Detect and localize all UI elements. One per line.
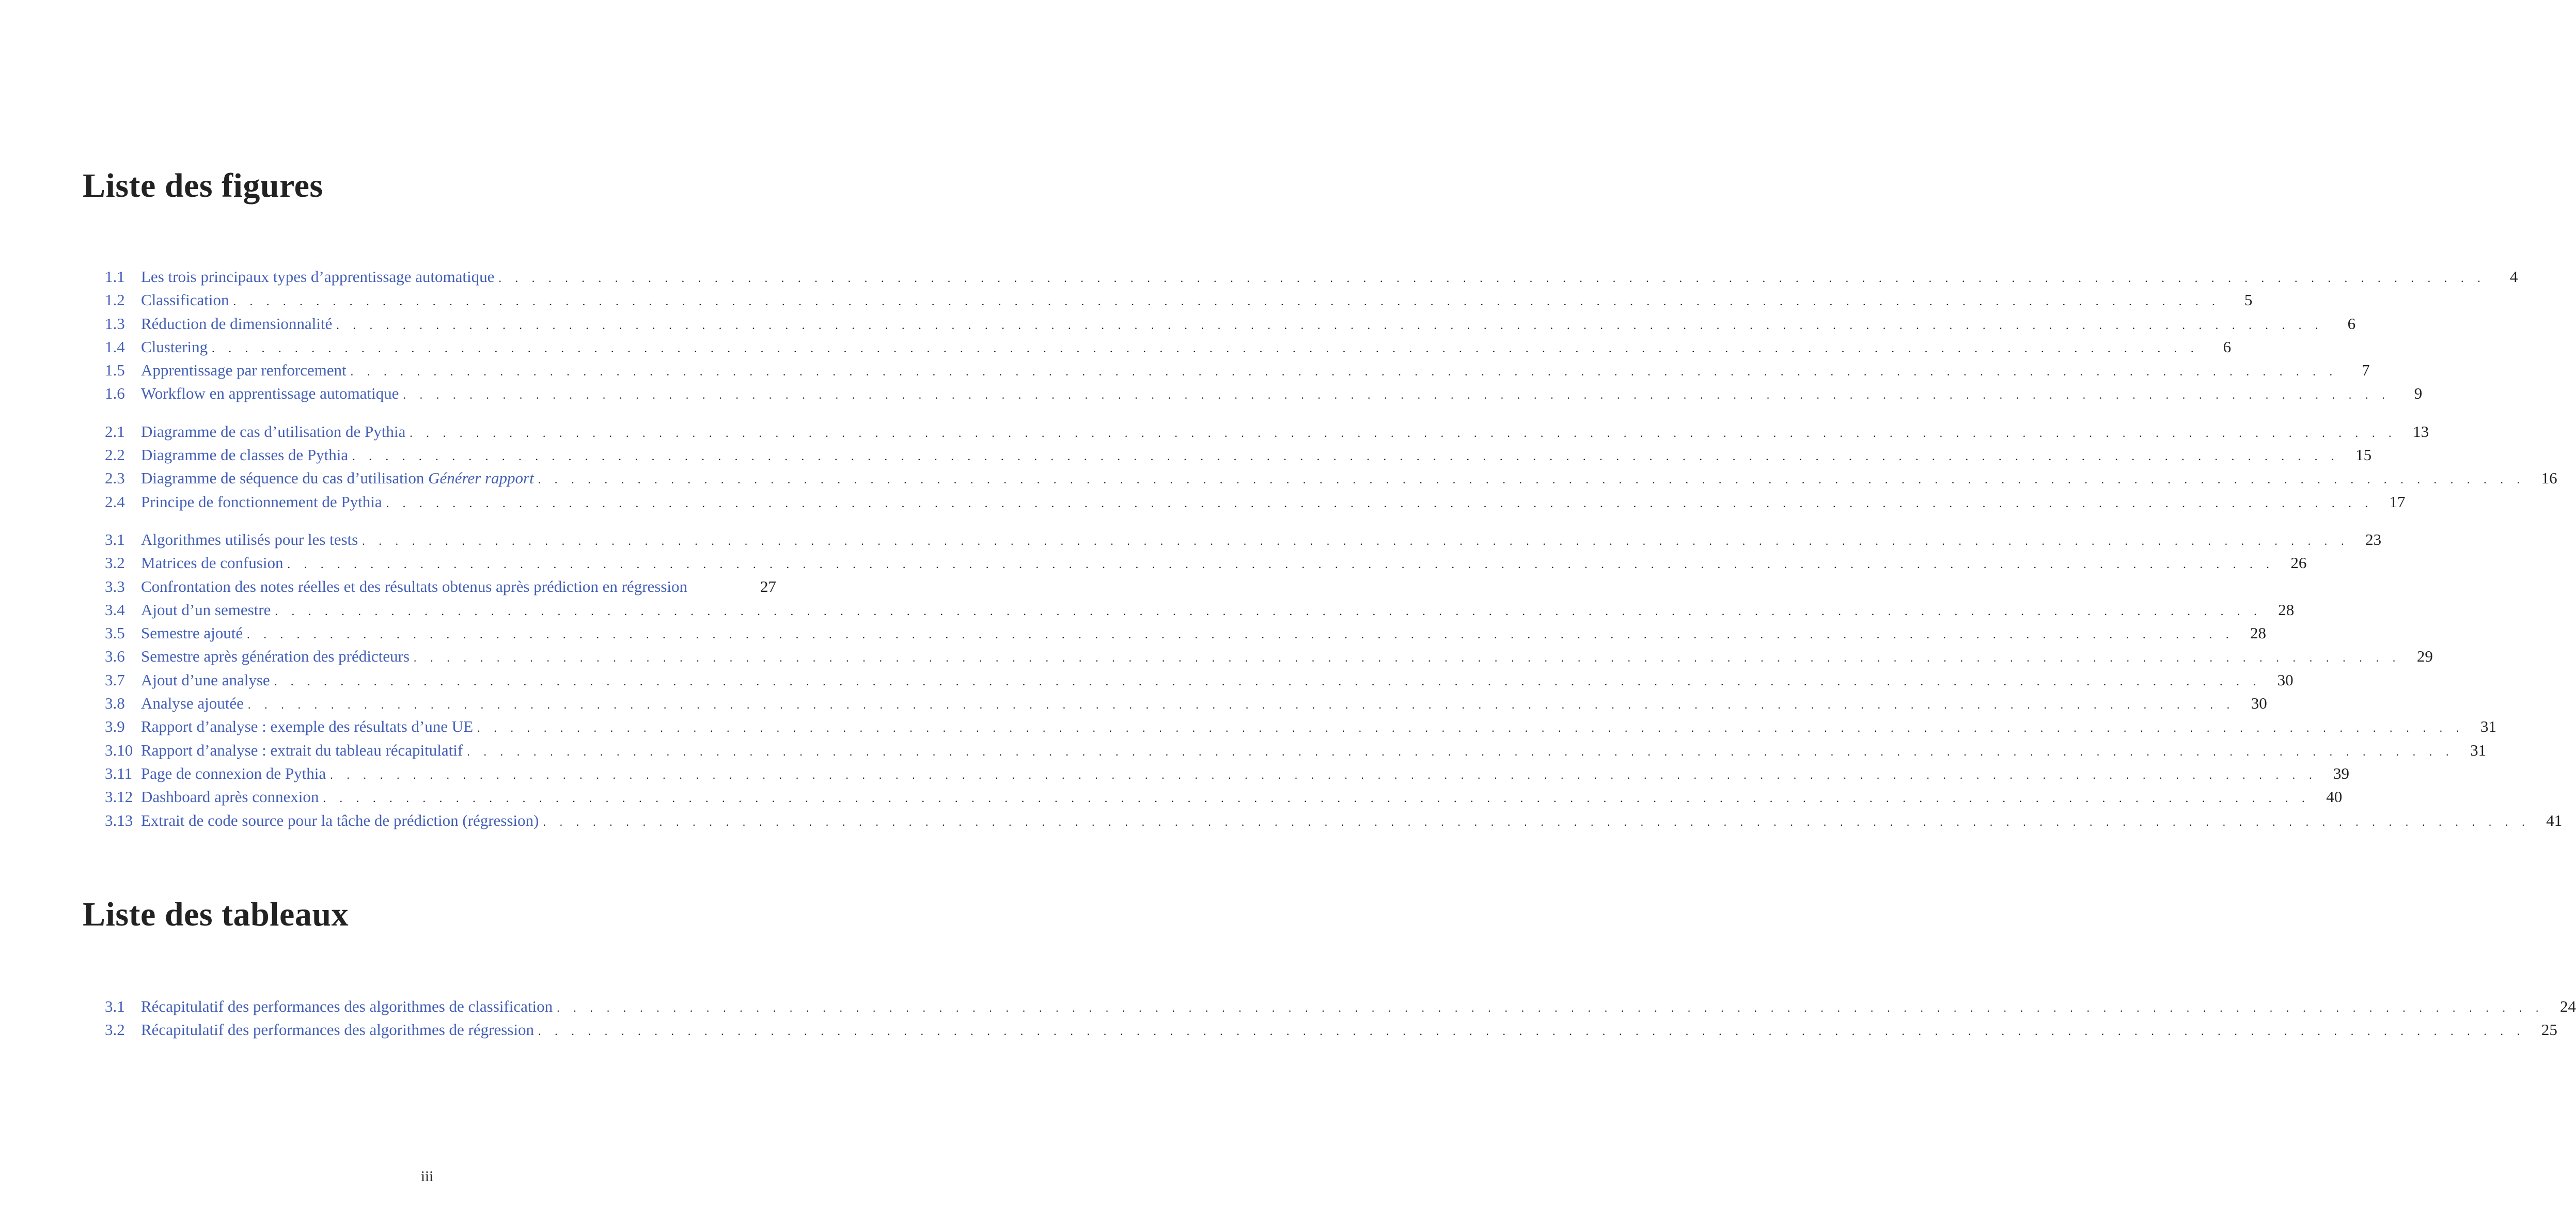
entry-title	[141, 715, 473, 738]
entry-page-number: 13	[2413, 422, 2429, 441]
dot-leader: . . . . . . . . . . . . . . . . . . . . . . . . . . . . . . . . . . . . . . . . . . . . . . . . . . . . . . . . . . . . . . . . . . . . . . . . . . . . . . . . . . . . . . . . . . . . . . . . . . . . . . . . . . . . . . . . . . . . . . . .	[543, 815, 2531, 828]
entry-title	[141, 621, 243, 645]
entry-title-text: Ajout d’un semestre	[141, 600, 271, 619]
entry-title	[141, 739, 463, 762]
table-entry-link[interactable]	[105, 1018, 2557, 1041]
entry-page-number: 17	[2389, 492, 2406, 511]
entry-title-text: Extrait de code source pour la tâche de prédiction (régression)	[141, 811, 539, 829]
figure-entry-link[interactable]	[105, 358, 2370, 382]
dot-leader: . . . . . . . . . . . . . . . . . . . . . . . . . . . . . . . . . . . . . . . . . . . . . . . . . . . . . . . . . . . . . . . . . . . . . . . . . . . . . . . . . . . . . . . . . . . . . . . . . . . . . . . . . . . . . . . . . . . . . . . .	[467, 745, 2455, 758]
entry-title-text: Principe de fonctionnement de Pythia	[141, 492, 382, 511]
entry-title-text: Diagramme de classes de Pythia	[141, 446, 349, 464]
entry-title-text: Page de connexion de Pythia	[141, 764, 326, 782]
dot-leader: . . . . . . . . . . . . . . . . . . . . . . . . . . . . . . . . . . . . . . . . . . . . . . . . . . . . . . . . . . . . . . . . . . . . . . . . . . . . . . . . . . . . . . . . . . . . . . . . . . . . . . . . . . . . . . . . . . . . . . . .	[557, 1001, 2544, 1014]
entry-number: 1.4	[105, 337, 125, 356]
entry-page-number: 41	[2546, 811, 2563, 829]
figure-entry-link[interactable]	[105, 668, 2294, 692]
figure-entry-link[interactable]	[105, 739, 2487, 762]
figure-entry-link[interactable]	[105, 490, 2406, 513]
entry-title-text: Rapport d’analyse : exemple des résultats d’une UE	[141, 717, 474, 736]
dot-leader: . . . . . . . . . . . . . . . . . . . . . . . . . . . . . . . . . . . . . . . . . . . . . . . . . . . . . . . . . . . . . . . . . . . . . . . . . . . . . . . . . . . . . . . . . . . . . . . . . . . . . . . . . . . . . . . . . . . . . . . .	[330, 768, 2318, 781]
figure-entry-link[interactable]	[105, 785, 2343, 808]
dot-leader: . . . . . . . . . . . . . . . . . . . . . . . . . . . . . . . . . . . . . . . . . . . . . . . . . . . . . . . . . . . . . . . . . . . . . . . . . . . . . . . . . . . . . . . . . . . . . . . . . . . . . . . . . . . . . . . . . . . . . . . .	[233, 295, 2221, 308]
table-entry-link[interactable]	[105, 995, 2576, 1018]
entry-title	[141, 809, 539, 832]
entry-number: 3.12	[105, 788, 133, 806]
entry-number: 3.3	[105, 577, 125, 595]
entry-number: 3.1	[105, 530, 125, 548]
dot-leader: . . . . . . . . . . . . . . . . . . . . . . . . . . . . . . . . . . . . . . . . . . . . . . . . . . . . . . . . . . . . . . . . . . . . . . . . . . . . . . . . . . . . . . . . . . . . . . . . . . . . . . . . . . . . . . . . . . . . . . . .	[386, 496, 2374, 510]
entry-title-text: Classification	[141, 291, 229, 309]
dot-leader: . . . . . . . . . . . . . . . . . . . . . . . . . . . . . . . . . . . . . . . . . . . . . . . . . . . . . . . . . . . . . . . . . . . . . . . . . . . . . . . . . . . . . . . . . . . . . . . . . . . . . . . . . . . . . . . . . . . . . . . .	[477, 721, 2464, 735]
figure-entry-link[interactable]	[105, 575, 776, 598]
entry-number: 3.1	[105, 997, 125, 1015]
entry-number: 3.8	[105, 694, 125, 713]
entry-number: 3.11	[105, 764, 133, 782]
entry-number: 3.13	[105, 811, 133, 829]
entry-page-number: 27	[760, 577, 776, 595]
entry-page-number: 30	[2277, 670, 2294, 689]
entry-title	[141, 692, 244, 715]
entry-title	[141, 335, 208, 358]
entry-page-number: 5	[2244, 291, 2253, 309]
entry-title	[141, 668, 270, 692]
entry-page-number: 28	[2278, 600, 2295, 619]
entry-title	[141, 490, 382, 513]
entry-title	[141, 265, 494, 288]
figure-entry-link[interactable]	[105, 335, 2232, 358]
entry-number: 3.4	[105, 600, 125, 619]
entry-page-number: 29	[2416, 647, 2433, 666]
entry-title	[141, 645, 410, 668]
dot-leader: . . . . . . . . . . . . . . . . . . . . . . . . . . . . . . . . . . . . . . . . . . . . . . . . . . . . . . . . . . . . . . . . . . . . . . . . . . . . . . . . . . . . . . . . . . . . . . . . . . . . . . . . . . . . . . . . . . . . . . . .	[352, 450, 2340, 463]
entry-page-number: 6	[2223, 337, 2232, 356]
dot-leader: . . . . . . . . . . . . . . . . . . . . . . . . . . . . . . . . . . . . . . . . . . . . . . . . . . . . . . . . . . . . . . . . . . . . . . . . . . . . . . . . . . . . . . . . . . . . . . . . . . . . . . . . . . . . . . . . . . . . . . . .	[538, 473, 2525, 487]
figure-entry-link[interactable]	[105, 288, 2253, 311]
entry-page-number: 31	[2480, 717, 2496, 736]
entry-page-number: 31	[2470, 741, 2487, 759]
entry-number: 1.5	[105, 361, 125, 380]
figure-entry-link[interactable]	[105, 466, 2557, 490]
entry-title-text: Diagramme de séquence du cas d’utilisation	[141, 469, 429, 488]
dot-leader: . . . . . . . . . . . . . . . . . . . . . . . . . . . . . . . . . . . . . . . . . . . . . . . . . . . . . . . . . . . . . . . . . . . . . . . . . . . . . . . . . . . . . . . . . . . . . . . . . . . . . . . . . . . . . . . . . . . . . . . .	[275, 604, 2263, 618]
dot-leader: . . . . . . . . . . . . . . . . . . . . . . . . . . . . . . . . . . . . . . . . . . . . . . . . . . . . . . . . . . . . . . . . . . . . . . . . . . . . . . . . . . . . . . . . . . . . . . . . . . . . . . . . . . . . . . . . . . . . . . . .	[336, 318, 2324, 332]
figure-entry-link[interactable]	[105, 621, 2267, 645]
dot-leader: . . . . . . . . . . . . . . . . . . . . . . . . . . . . . . . . . . . . . . . . . . . . . . . . . . . . . . . . . . . . . . . . . . . . . . . . . . . . . . . . . . . . . . . . . . . . . . . . . . . . . . . . . . . . . . . . . . . . . . . .	[362, 534, 2350, 547]
entry-title-text: Récapitulatif des performances des algorithmes de régression	[141, 1021, 534, 1039]
entry-title	[141, 598, 271, 621]
entry-title	[141, 528, 358, 551]
entry-title-text: Matrices de confusion	[141, 554, 284, 572]
entry-number: 1.6	[105, 384, 125, 403]
figures-group	[105, 265, 2518, 405]
entry-title	[141, 762, 326, 785]
entry-title	[141, 785, 319, 808]
dot-leader: . . . . . . . . . . . . . . . . . . . . . . . . . . . . . . . . . . . . . . . . . . . . . . . . . . . . . . . . . . . . . . . . . . . . . . . . . . . . . . . . . . . . . . . . . . . . . . . . . . . . . . . . . . . . . . . . . . . . . . . .	[403, 388, 2391, 402]
figure-entry-link[interactable]	[105, 443, 2372, 466]
entry-page-number: 24	[2560, 997, 2576, 1015]
list-of-figures	[105, 265, 2563, 846]
dot-leader: . . . . . . . . . . . . . . . . . . . . . . . . . . . . . . . . . . . . . . . . . . . . . . . . . . . . . . . . . . . . . . . . . . . . . . . . . . . . . . . . . . . . . . . . . . . . . . . . . . . . . . . . . . . . . . . . . . . . . . . .	[247, 628, 2235, 641]
figure-entry-link[interactable]	[105, 420, 2429, 443]
entry-number: 1.1	[105, 268, 125, 286]
dot-leader: . . . . . . . . . . . . . . . . . . . . . . . . . . . . . . . . . . . . . . . . . . . . . . . . . . . . . . . . . . . . . . . . . . . . . . . . . . . . . . . . . . . . . . . . . . . . . . . . . . . . . . . . . . . . . . . . . . . . . . . .	[413, 651, 2401, 665]
dot-leader: . . . . . . . . . . . . . . . . . . . . . . . . . . . . . . . . . . . . . . . . . . . . . . . . . . . . . . . . . . . . . . . . . . . . . . . . . . . . . . . . . . . . . . . . . . . . . . . . . . . . . . . . . . . . . . . . . . . . . . . .	[350, 365, 2338, 379]
entry-title-text: Diagramme de cas d’utilisation de Pythia	[141, 422, 406, 441]
dot-leader: . . . . . . . . . . . . . . . . . . . . . . . . . . . . . . . . . . . . . . . . . . . . . . . . . . . . . . . . . . . . . . . . . . . . . . . . . . . . . . . . . . . . . . . . . . . . . . . . . . . . . . . . . . . . . . . . . . . . . . . .	[323, 792, 2311, 805]
figures-group	[105, 528, 2563, 832]
entry-title	[141, 358, 347, 382]
figure-entry-link[interactable]	[105, 382, 2423, 405]
entry-title	[141, 288, 229, 311]
figures-group	[105, 420, 2557, 513]
entry-page-number: 6	[2347, 314, 2356, 333]
entry-number: 3.10	[105, 741, 133, 759]
entry-title-text: Réduction de dimensionnalité	[141, 314, 333, 333]
entry-title-text: Workflow en apprentissage automatique	[141, 384, 399, 403]
figure-entry-link[interactable]	[105, 692, 2267, 715]
entry-title-text: Récapitulatif des performances des algorithmes de classification	[141, 997, 553, 1015]
entry-page-number: 9	[2414, 384, 2423, 403]
dot-leader: . . . . . . . . . . . . . . . . . . . . . . . . . . . . . . . . . . . . . . . . . . . . . . . . . . . . . . . . . . . . . . . . . . . . . . . . . . . . . . . . . . . . . . . . . . . . . . . . . . . . . . . . . . . . . . . . . . . . . . . .	[498, 272, 2486, 285]
entry-number: 2.4	[105, 492, 125, 511]
entry-title	[141, 443, 348, 466]
dot-leader: . . . . . . . . . . . . . . . . . . . . . . . . . . . . . . . . . . . . . . . . . . . . . . . . . . . . . . . . . . . . . . . . . . . . . . . . . . . . . . . . . . . . . . . . . . . . . . . . . . . . . . . . . . . . . . . . . . . . . . . .	[212, 341, 2200, 355]
entry-title-text: Algorithmes utilisés pour les tests	[141, 530, 358, 548]
figure-entry-link[interactable]	[105, 715, 2496, 738]
entry-number: 2.3	[105, 469, 125, 488]
figure-entry-link[interactable]	[105, 528, 2382, 551]
entry-title-text: Clustering	[141, 337, 208, 356]
entry-number: 1.2	[105, 291, 125, 309]
entry-title	[141, 312, 332, 335]
entry-title-text: Rapport d’analyse : extrait du tableau récapitulatif	[141, 741, 463, 759]
entry-page-number: 39	[2333, 764, 2350, 782]
page-number-footer: iii	[420, 1168, 434, 1185]
entry-page-number: 28	[2250, 624, 2267, 642]
entry-title	[141, 551, 283, 574]
list-of-tables	[105, 995, 2576, 1056]
entry-page-number: 4	[2509, 268, 2518, 286]
entry-number: 3.2	[105, 554, 125, 572]
entry-title	[141, 1018, 534, 1041]
figure-entry-link[interactable]	[105, 551, 2307, 574]
dot-leader: . . . . . . . . . . . . . . . . . . . . . . . . . . . . . . . . . . . . . . . . . . . . . . . . . . . . . . . . . . . . . . . . . . . . . . . . . . . . . . . . . . . . . . . . . . . . . . . . . . . . . . . . . . . . . . . . . . . . . . . .	[287, 558, 2275, 571]
entry-page-number: 16	[2541, 469, 2557, 488]
entry-title-text: Apprentissage par renforcement	[141, 361, 347, 380]
entry-number: 1.3	[105, 314, 125, 333]
entry-number: 3.7	[105, 670, 125, 689]
entry-page-number: 7	[2362, 361, 2370, 380]
entry-number: 3.6	[105, 647, 125, 666]
entry-title-text: Semestre après génération des prédicteurs	[141, 647, 410, 666]
entry-title-text: Analyse ajoutée	[141, 694, 244, 713]
entry-page-number: 23	[2365, 530, 2382, 548]
list-of-tables-heading: Liste des tableaux	[83, 896, 349, 933]
entry-title-text: Les trois principaux types d’apprentissage automatique	[141, 268, 495, 286]
entry-number: 3.5	[105, 624, 125, 642]
entry-number: 2.2	[105, 446, 125, 464]
entry-title-italic: Générer rapport	[428, 469, 534, 488]
entry-page-number: 40	[2326, 788, 2343, 806]
tables-group	[105, 995, 2576, 1042]
figure-entry-link[interactable]	[105, 762, 2350, 785]
entry-number: 3.9	[105, 717, 125, 736]
entry-title	[141, 995, 553, 1018]
figure-entry-link[interactable]	[105, 598, 2295, 621]
entry-title-text: Confrontation des notes réelles et des résultats obtenus après prédiction en régression	[141, 577, 688, 595]
entry-title	[141, 382, 399, 405]
entry-page-number: 26	[2290, 554, 2307, 572]
list-of-figures-heading: Liste des figures	[83, 167, 323, 205]
entry-number: 2.1	[105, 422, 125, 441]
entry-title-text: Dashboard après connexion	[141, 788, 319, 806]
entry-page-number: 25	[2541, 1021, 2557, 1039]
entry-page-number: 30	[2251, 694, 2267, 713]
entry-title	[141, 575, 687, 598]
dot-leader: . . . . . . . . . . . . . . . . . . . . . . . . . . . . . . . . . . . . . . . . . . . . . . . . . . . . . . . . . . . . . . . . . . . . . . . . . . . . . . . . . . . . . . . . . . . . . . . . . . . . . . . . . . . . . . . . . . . . . . . .	[247, 698, 2235, 712]
entry-title	[141, 420, 405, 443]
entry-title-text: Ajout d’une analyse	[141, 670, 270, 689]
dot-leader: . . . . . . . . . . . . . . . . . . . . . . . . . . . . . . . . . . . . . . . . . . . . . . . . . . . . . . . . . . . . . . . . . . . . . . . . . . . . . . . . . . . . . . . . . . . . . . . . . . . . . . . . . . . . . . . . . . . . . . . .	[538, 1025, 2525, 1038]
entry-number: 3.2	[105, 1021, 125, 1039]
figure-entry-link[interactable]	[105, 265, 2518, 288]
figure-entry-link[interactable]	[105, 312, 2356, 335]
entry-page-number: 15	[2355, 446, 2372, 464]
dot-leader: . . . . . . . . . . . . . . . . . . . . . . . . . . . . . . . . . . . . . . . . . . . . . . . . . . . . . . . . . . . . . . . . . . . . . . . . . . . . . . . . . . . . . . . . . . . . . . . . . . . . . . . . . . . . . . . . . . . . . . . .	[274, 674, 2261, 688]
entry-title-text: Semestre ajouté	[141, 624, 243, 642]
figure-entry-link[interactable]	[105, 645, 2433, 668]
dot-leader: . . . . . . . . . . . . . . . . . . . . . . . . . . . . . . . . . . . . . . . . . . . . . . . . . . . . . . . . . . . . . . . . . . . . . . . . . . . . . . . . . . . . . . . . . . . . . . . . . . . . . . . . . . . . . . . . . . . . . . . .	[410, 426, 2397, 440]
figure-entry-link[interactable]	[105, 809, 2563, 832]
entry-title	[141, 466, 534, 490]
